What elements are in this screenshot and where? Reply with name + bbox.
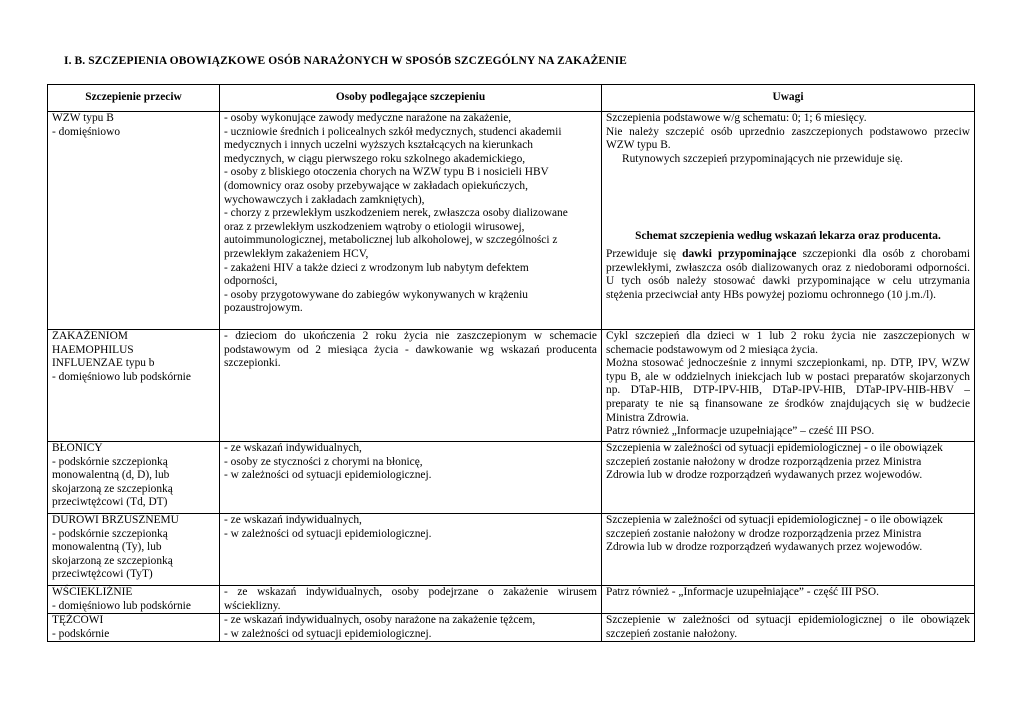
header-disease: Szczepienie przeciw [48,85,220,112]
table-header-row [48,85,975,112]
schema-heading: Schemat szczepienia według wskazań lekarza oraz producenta. [635,230,941,243]
disease-cell: DUROWI BRZUSZNEMU - podskórnie szczepionką monowalentną (Ty), lub skojarzoną ze szczepionką przeciwtężcowi (TyT) [48,514,220,586]
persons-cell: - osoby wykonujące zawody medyczne narażone na zakażenie, - uczniowie średnich i policealnych szkół medycznych, studenci akademii medycznych i innych uczelni wyższych kształcących na kierunkach medycznych, w ciągu pierwszego roku szkolnego akademickiego, - osoby z bliskiego otoczenia chorych na WZW typu B i nosicieli HBV (domownicy oraz osoby przebywające w zakładach opiekuńczych, wychowawczych i zakładach zamkniętych), - chorzy z przewlekłym uszkodzeniem nerek, zwłaszcza osoby dializowane oraz z przewlekłym uszkodzeniem wątroby o etiologii wirusowej, autoimmunologicznej, metabolicznej lub alkoholowej, w szczególności z przewlekłym zakażeniem HCV, - zakażeni HIV a także dzieci z wrodzonym lub nabytym defektem odporności, - osoby przygotowywane do zabiegów wykonywanych w krążeniu pozaustrojowym. [220,112,602,330]
notes-cell: Szczepienia podstawowe w/g schematu: 0; 1; 6 miesięcy. Nie należy szczepić osób uprzednio zaszczepionych podstawowo przeciw WZW typu B. Rutynowych szczepień przypominających nie przewiduje się. Schemat szczepienia według wskazań lekarza oraz producenta. Przewiduje się dawki przypominające szczepionki dla osób z chorobami przewlekłymi, zwłaszcza osób dializowanych oraz z niedoborami odporności. U tych osób należy stosować dawki przypominające w celu utrzymania stężenia przeciwciał anty HBs powyżej poziomu ochronnego (10 j.m./l). [602,112,975,330]
table-row [48,514,975,586]
notes-cell: Szczepienia w zależności od sytuacji epidemiologicznej - o ile obowiązek szczepień zostanie nałożony w drodze rozporządzenia przez Ministra Zdrowia lub w drodze rozporządzeń wydawanych przez wojewodów. [602,514,975,586]
persons-cell: - dzieciom do ukończenia 2 roku życia nie zaszczepionym w schemacie podstawowym od 2 miesiąca życia - dawkowanie wg wskazań producenta szczepionki. [220,330,602,442]
notes-cell: Cykl szczepień dla dzieci w 1 lub 2 roku życia nie zaszczepionych w schemacie podstawowym od 2 miesiąca życia. Można stosować jednocześnie z innymi szczepionkami, np. DTP, IPV, WZW typu B, ale w oddzielnych iniekcjach lub w postaci preparatów skojarzonych np. DTaP-HIB, DTP-IPV-HIB, DTaP-IPV-HIB, DTaP-IPV-HIB-HBV – preparaty te nie są finansowane ze środków znajdujących się w budżecie Ministra Zdrowia. Patrz również „Informacje uzupełniające” – cześć III PSO. [602,330,975,442]
disease-cell: WŚCIEKLIŹNIE - domięśniowo lub podskórnie [48,586,220,614]
table-row [48,112,975,330]
notes-cell: Patrz również - „Informacje uzupełniające” - część III PSO. [602,586,975,614]
persons-cell: - ze wskazań indywidualnych, - osoby ze styczności z chorymi na błonicę, - w zależności od sytuacji epidemiologicznej. [220,442,602,514]
persons-cell: - ze wskazań indywidualnych, osoby podejrzane o zakażenie wirusem wścieklizny. [220,586,602,614]
disease-cell: BŁONICY - podskórnie szczepionką monowalentną (d, D), lub skojarzoną ze szczepionką przeciwtężcowi (Td, DT) [48,442,220,514]
page-title: I. B. SZCZEPIENIA OBOWIĄZKOWE OSÓB NARAŻONYCH W SPOSÓB SZCZEGÓLNY NA ZAKAŻENIE [64,55,627,67]
header-persons: Osoby podlegające szczepieniu [220,85,602,112]
persons-cell: - ze wskazań indywidualnych, osoby narażone na zakażenie tężcem, - w zależności od sytuacji epidemiologicznej. [220,614,602,642]
vaccination-table [47,84,975,642]
notes-cell: Szczepienia w zależności od sytuacji epidemiologicznej - o ile obowiązek szczepień zostanie nałożony w drodze rozporządzenia przez Ministra Zdrowia lub w drodze rozporządzeń wydawanych przez wojewodów. [602,442,975,514]
disease-cell: ZAKAŻENIOM HAEMOPHILUS INFLUENZAE typu b - domięśniowo lub podskórnie [48,330,220,442]
table-row [48,614,975,642]
table-row [48,330,975,442]
table-row [48,586,975,614]
table-row [48,442,975,514]
persons-cell: - ze wskazań indywidualnych, - w zależności od sytuacji epidemiologicznej. [220,514,602,586]
notes-cell: Szczepienie w zależności od sytuacji epidemiologicznej o ile obowiązek szczepień zostanie nałożony. [602,614,975,642]
booster-note: Przewiduje się dawki przypominające szczepionki dla osób z chorobami przewlekłymi, zwłaszcza osób dializowanych oraz z niedoborami odporności. U tych osób należy stosować dawki przypominające w celu utrzymania stężenia przeciwciał anty HBs powyżej poziomu ochronnego (10 j.m./l). [606,247,970,301]
disease-cell: TĘŻCOWI - podskórnie [48,614,220,642]
disease-cell: WZW typu B - domięśniowo [48,112,220,330]
header-notes: Uwagi [602,85,975,112]
